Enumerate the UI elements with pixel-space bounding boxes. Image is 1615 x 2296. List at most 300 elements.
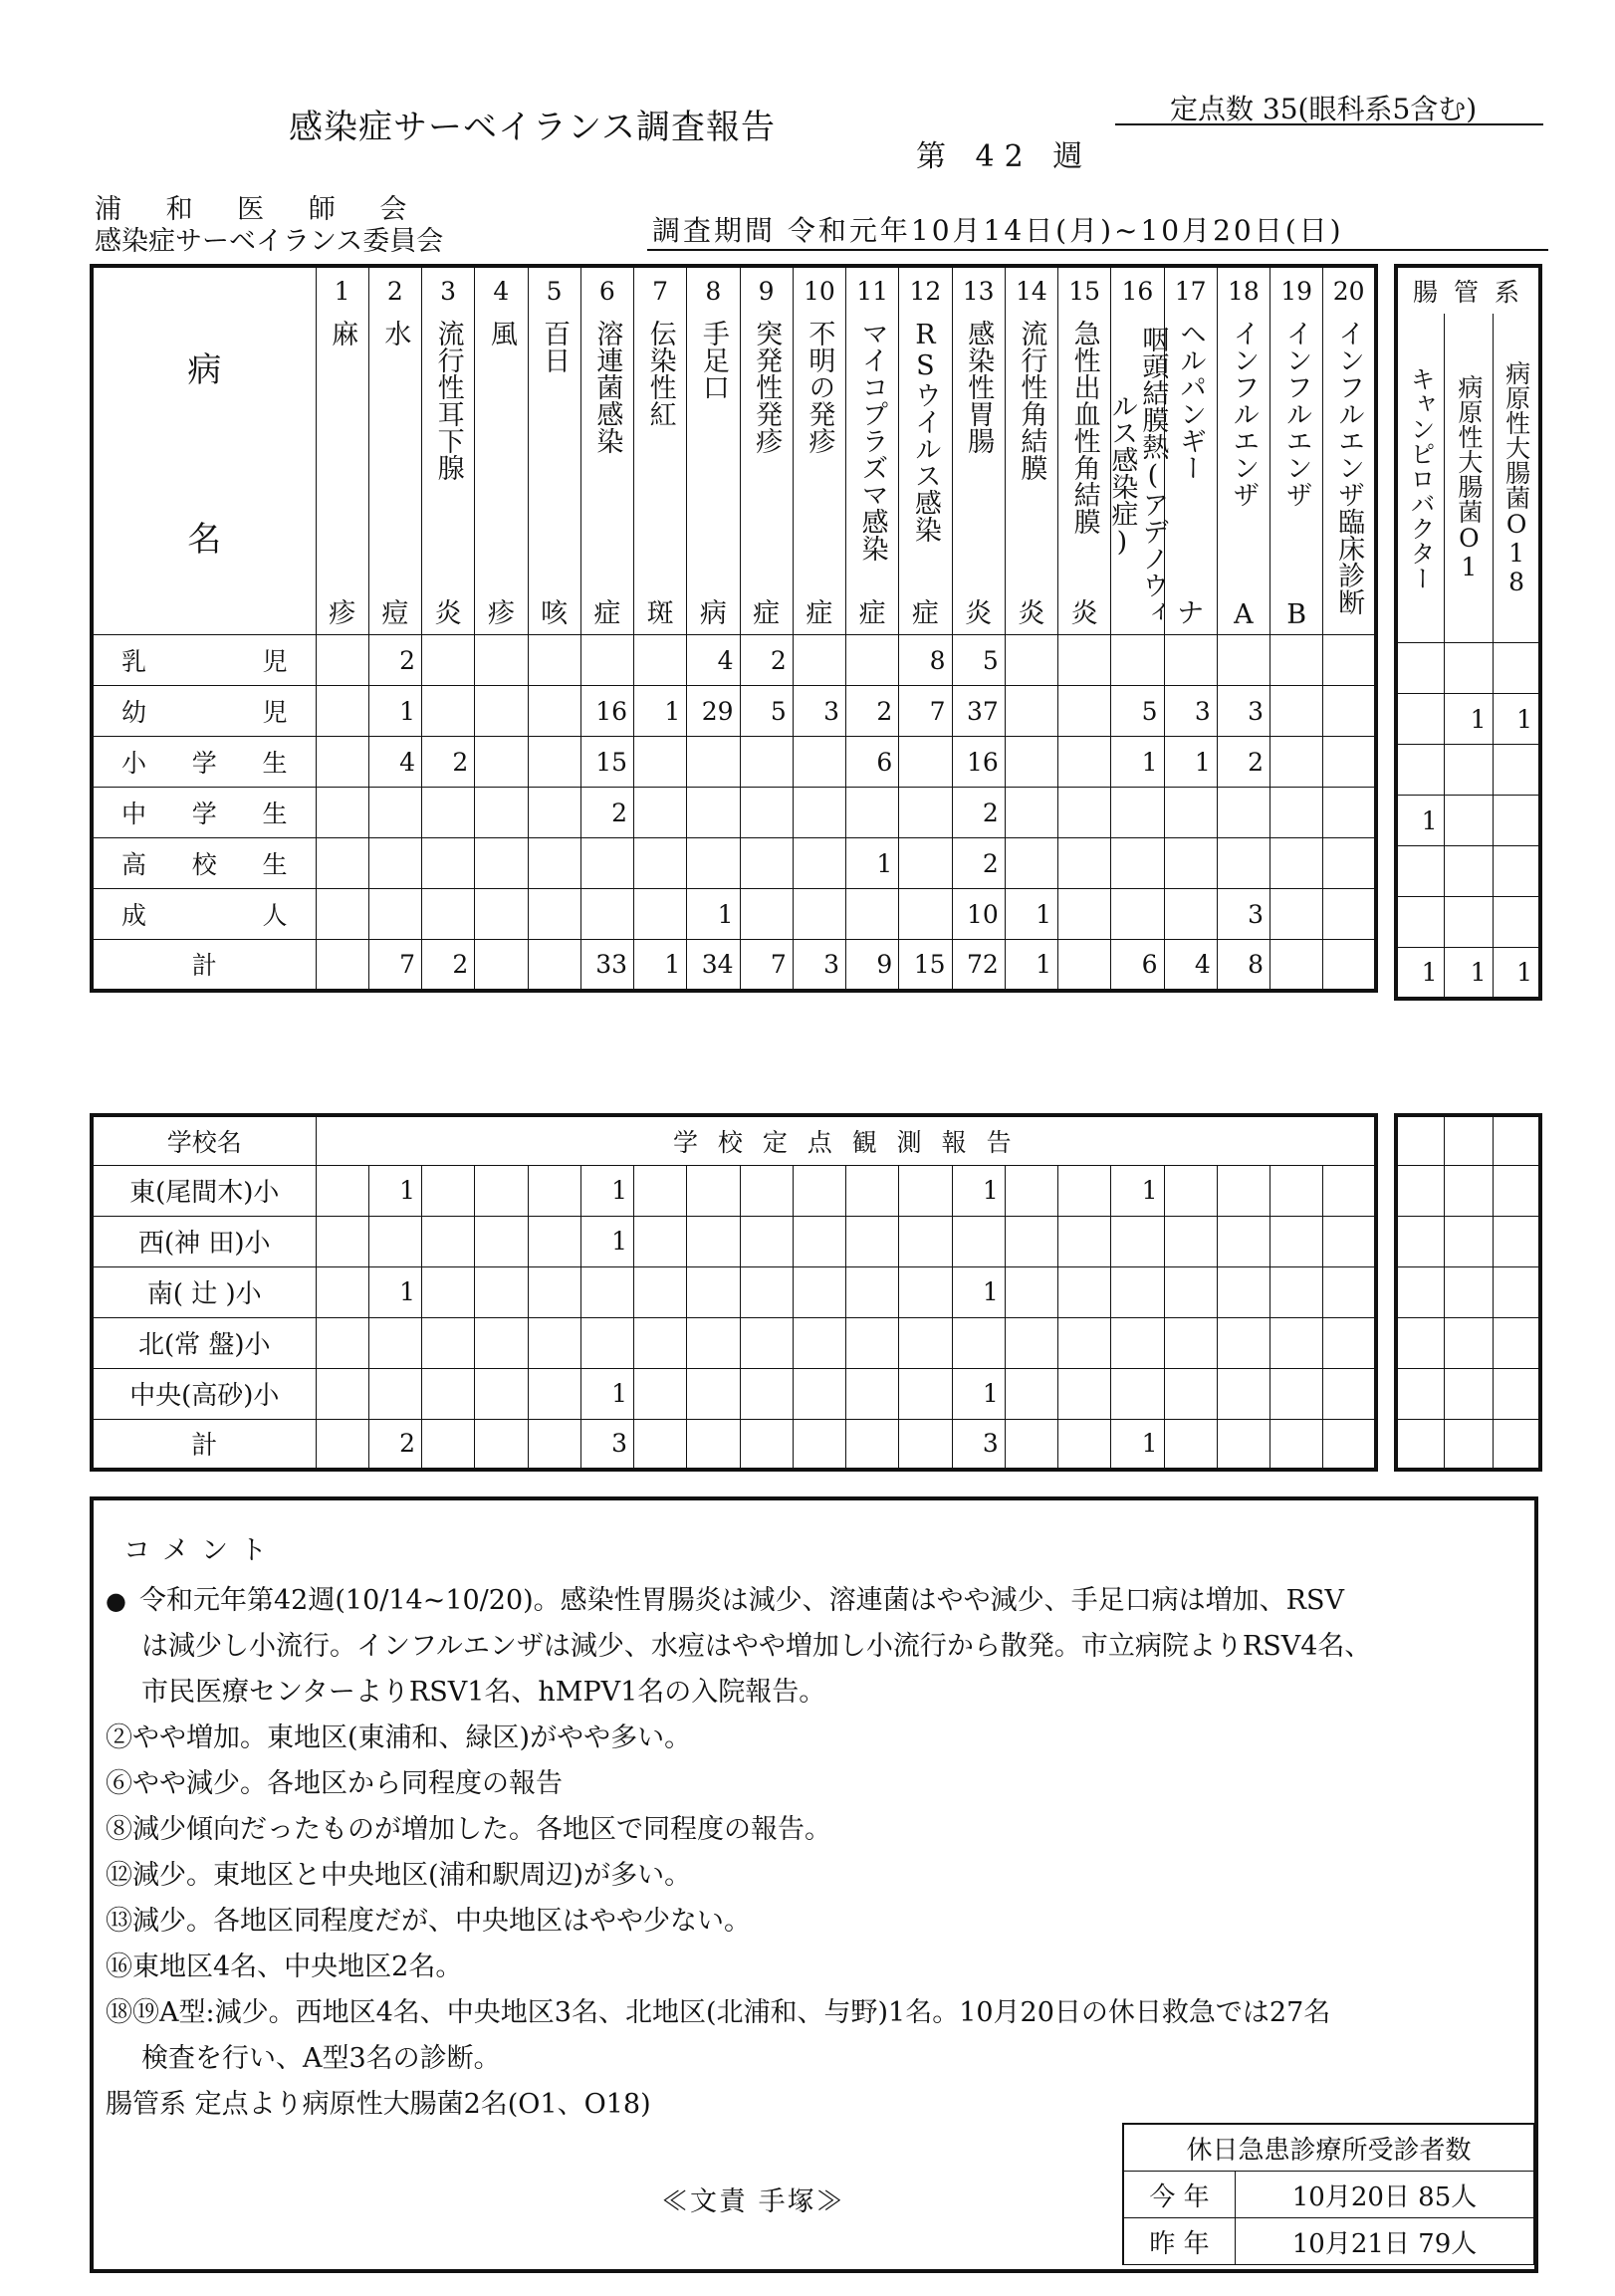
school-case-count — [1111, 1317, 1164, 1368]
case-count — [634, 788, 687, 838]
school-case-count — [634, 1216, 687, 1266]
case-count — [740, 788, 793, 838]
case-count: 2 — [368, 635, 421, 686]
disease-table — [90, 264, 1378, 993]
school-case-count — [687, 1165, 740, 1216]
school-case-count — [687, 1317, 740, 1368]
teiten-count: 定点数 35(眼科系5含む) — [1170, 93, 1478, 125]
school-gut-table — [1394, 1113, 1542, 1472]
school-case-count — [1270, 1419, 1323, 1470]
case-count — [1111, 889, 1164, 940]
school-case-count — [1111, 1266, 1164, 1317]
school-case-count — [368, 1368, 421, 1419]
disease-name-text: 伝染性紅 — [644, 320, 676, 427]
row-label: 乳 児 — [92, 635, 316, 686]
disease-name — [1058, 314, 1111, 635]
comment-box — [90, 1496, 1538, 2273]
comment-line — [106, 1807, 1529, 1853]
disease-name-text: 感染性胃腸 — [963, 320, 995, 454]
disease-name-suffix: 炎 — [1070, 598, 1098, 629]
school-case-count — [1323, 1216, 1376, 1266]
disease-name-text: 水 — [379, 320, 411, 346]
gut-header: 腸 管 系 — [1396, 266, 1540, 314]
school-case-count — [422, 1165, 475, 1216]
school-case-count — [634, 1368, 687, 1419]
table-row — [92, 1216, 1376, 1266]
school-case-count — [1164, 1419, 1217, 1470]
case-count — [368, 889, 421, 940]
case-count — [846, 635, 899, 686]
school-case-count — [580, 1266, 633, 1317]
school-case-count: 3 — [580, 1419, 633, 1470]
case-count: 2 — [422, 737, 475, 788]
case-count — [634, 889, 687, 940]
case-count — [1270, 940, 1323, 991]
school-case-count — [475, 1266, 528, 1317]
school-case-count: 1 — [368, 1266, 421, 1317]
school-case-count — [740, 1317, 793, 1368]
school-table-title: 学 校 定 点 観 測 報 告 — [316, 1115, 1376, 1165]
disease-name — [952, 314, 1005, 635]
blank-cell — [1396, 1266, 1444, 1317]
school-case-count — [368, 1317, 421, 1368]
case-count — [422, 686, 475, 737]
school-case-count — [1217, 1165, 1269, 1216]
table-row — [1396, 948, 1540, 999]
school-case-count: 1 — [1111, 1165, 1164, 1216]
case-count: 2 — [1217, 737, 1269, 788]
disease-name-suffix: B — [1286, 599, 1307, 630]
disease-name-text: 麻 — [327, 320, 358, 346]
school-case-count — [1164, 1216, 1217, 1266]
school-case-count — [475, 1419, 528, 1470]
case-count: 8 — [1217, 940, 1269, 991]
survey-period: 調査期間 令和元年10月14日(月)~10月20日(日) — [652, 214, 1344, 247]
table-row — [1396, 1368, 1540, 1419]
case-count: 72 — [952, 940, 1005, 991]
case-count — [846, 788, 899, 838]
case-count — [316, 686, 368, 737]
case-count — [1270, 889, 1323, 940]
disease-number: 18 — [1217, 266, 1269, 314]
case-count — [899, 737, 952, 788]
case-count — [634, 838, 687, 889]
school-case-count — [1005, 1419, 1057, 1470]
case-count — [316, 635, 368, 686]
blank-cell — [1493, 1419, 1540, 1470]
blank-cell — [1396, 1317, 1444, 1368]
case-count: 6 — [846, 737, 899, 788]
school-case-count — [634, 1419, 687, 1470]
school-case-count — [846, 1266, 899, 1317]
case-count — [1111, 635, 1164, 686]
case-count — [1323, 737, 1376, 788]
school-case-count — [1323, 1266, 1376, 1317]
school-case-count — [846, 1216, 899, 1266]
disease-name — [1323, 314, 1376, 635]
comment-lines — [106, 1578, 1529, 2128]
case-count — [899, 838, 952, 889]
disease-number: 9 — [740, 266, 793, 314]
comment-text: 検査を行い、A型3名の診断。 — [141, 2043, 501, 2074]
case-count — [1058, 686, 1111, 737]
table-row — [92, 1368, 1376, 1419]
case-count — [316, 889, 368, 940]
gut-case-count: 1 — [1396, 796, 1444, 846]
disease-name-suffix: 症 — [806, 598, 833, 629]
case-count: 3 — [793, 940, 845, 991]
disease-name-text: RSウイルス感染 — [909, 320, 941, 543]
disease-name-suffix: 咳 — [541, 598, 569, 629]
case-count — [793, 889, 845, 940]
case-count — [1005, 838, 1057, 889]
school-case-count — [1270, 1216, 1323, 1266]
table-row — [1396, 1216, 1540, 1266]
disease-name-text: 流行性耳下腺 — [432, 320, 464, 481]
case-count — [1005, 635, 1057, 686]
school-case-count — [528, 1368, 580, 1419]
comment-title: コメント — [123, 1535, 279, 1566]
school-case-count — [687, 1216, 740, 1266]
case-count: 9 — [846, 940, 899, 991]
case-count — [528, 940, 580, 991]
school-case-count — [899, 1419, 952, 1470]
disease-name-suffix: 症 — [858, 598, 886, 629]
table-row — [92, 889, 1376, 940]
gut-disease-text: キャンピロバクター — [1407, 365, 1437, 590]
blank-cell — [1493, 1266, 1540, 1317]
school-case-count — [422, 1216, 475, 1266]
disease-number: 11 — [846, 266, 899, 314]
case-count — [422, 635, 475, 686]
table-row — [1396, 1115, 1540, 1165]
table-row — [92, 737, 1376, 788]
author-credit: ≪文責 手塚≫ — [661, 2186, 845, 2217]
school-case-count — [634, 1266, 687, 1317]
case-count — [687, 788, 740, 838]
blank-cell — [1493, 1368, 1540, 1419]
table-row — [92, 1266, 1376, 1317]
case-count — [1111, 788, 1164, 838]
case-count — [475, 737, 528, 788]
case-count — [1270, 686, 1323, 737]
blank-cell — [1396, 1165, 1444, 1216]
disease-number: 19 — [1270, 266, 1323, 314]
school-case-count — [687, 1266, 740, 1317]
school-case-count — [1164, 1266, 1217, 1317]
case-count — [316, 737, 368, 788]
school-case-count — [1217, 1266, 1269, 1317]
school-name: 東(尾間木)小 — [92, 1165, 316, 1216]
blank-cell — [1396, 1115, 1444, 1165]
disease-number: 10 — [793, 266, 845, 314]
school-name: 中央(高砂)小 — [92, 1368, 316, 1419]
org-name: 浦 和 医 師 会 — [95, 194, 425, 225]
case-count — [899, 788, 952, 838]
case-count — [528, 686, 580, 737]
school-name: 北(常 盤)小 — [92, 1317, 316, 1368]
case-count — [1164, 889, 1217, 940]
disease-number: 13 — [952, 266, 1005, 314]
blank-cell — [1493, 1216, 1540, 1266]
school-case-count — [793, 1419, 845, 1470]
school-case-count: 1 — [580, 1165, 633, 1216]
case-count — [368, 788, 421, 838]
school-case-count — [740, 1419, 793, 1470]
gut-case-count: 1 — [1444, 694, 1493, 745]
school-case-count — [1005, 1368, 1057, 1419]
school-case-count — [316, 1165, 368, 1216]
disease-name-text: マイコプラズマ感染 — [856, 320, 888, 562]
case-count — [740, 838, 793, 889]
disease-name-suffix: 炎 — [965, 598, 993, 629]
case-count — [793, 635, 845, 686]
table-row — [92, 838, 1376, 889]
blank-cell — [1444, 1266, 1493, 1317]
case-count — [1323, 635, 1376, 686]
school-case-count — [1323, 1317, 1376, 1368]
holiday-title: 休日急患診療所受診者数 — [1123, 2124, 1534, 2172]
case-count: 2 — [740, 635, 793, 686]
school-case-count — [793, 1216, 845, 1266]
school-case-count — [422, 1368, 475, 1419]
school-case-count: 1 — [952, 1368, 1005, 1419]
case-count — [528, 788, 580, 838]
school-case-count — [634, 1165, 687, 1216]
case-count: 33 — [580, 940, 633, 991]
school-case-count — [952, 1317, 1005, 1368]
case-count — [687, 737, 740, 788]
case-count — [1270, 737, 1323, 788]
case-count: 16 — [580, 686, 633, 737]
disease-name-suffix: 疹 — [487, 598, 515, 629]
school-case-count — [475, 1368, 528, 1419]
gut-case-count — [1396, 846, 1444, 897]
table-row — [92, 1317, 1376, 1368]
disease-number: 15 — [1058, 266, 1111, 314]
comment-line — [106, 1990, 1529, 2036]
school-case-count — [316, 1317, 368, 1368]
school-case-count — [1323, 1165, 1376, 1216]
school-case-count: 3 — [952, 1419, 1005, 1470]
case-count: 2 — [952, 838, 1005, 889]
holiday-row-value: 10月20日 85人 — [1236, 2172, 1534, 2218]
school-case-count — [1164, 1165, 1217, 1216]
disease-name-text: 風 — [485, 320, 517, 346]
row-label: 中 学 生 — [92, 788, 316, 838]
case-count: 4 — [687, 635, 740, 686]
case-count — [1005, 737, 1057, 788]
disease-name-suffix: 疹 — [329, 598, 356, 629]
case-count — [793, 737, 845, 788]
disease-name-suffix: 病 — [699, 598, 727, 629]
case-count — [1270, 635, 1323, 686]
gut-case-count — [1396, 745, 1444, 796]
school-case-count — [899, 1317, 952, 1368]
school-case-count — [528, 1266, 580, 1317]
holiday-row-label: 昨 年 — [1123, 2218, 1236, 2265]
comment-line — [106, 1899, 1529, 1945]
disease-number: 8 — [687, 266, 740, 314]
case-count — [475, 940, 528, 991]
row-label: 小 学 生 — [92, 737, 316, 788]
row-label: 計 — [92, 940, 316, 991]
gut-case-count: 1 — [1493, 694, 1540, 745]
disease-name — [1106, 314, 1169, 635]
table-row — [92, 686, 1376, 737]
table-row — [1396, 846, 1540, 897]
school-case-count — [899, 1165, 952, 1216]
school-case-count — [528, 1216, 580, 1266]
case-count — [899, 889, 952, 940]
row-label: 幼 児 — [92, 686, 316, 737]
school-case-count: 1 — [952, 1165, 1005, 1216]
case-count — [1111, 838, 1164, 889]
case-count: 3 — [1217, 889, 1269, 940]
school-case-count — [1058, 1165, 1111, 1216]
blank-cell — [1444, 1216, 1493, 1266]
gut-case-count: 1 — [1444, 948, 1493, 999]
blank-cell — [1444, 1115, 1493, 1165]
school-case-count — [952, 1216, 1005, 1266]
holiday-clinic-table — [1122, 2123, 1534, 2265]
teiten-underline — [1115, 123, 1543, 125]
table-row — [92, 1419, 1376, 1470]
case-count — [1323, 889, 1376, 940]
comment-text: ⑯東地区4名、中央地区2名。 — [106, 1952, 463, 1982]
case-count — [528, 889, 580, 940]
case-count: 5 — [740, 686, 793, 737]
school-case-count — [1111, 1216, 1164, 1266]
blank-cell — [1396, 1216, 1444, 1266]
school-case-count — [1270, 1165, 1323, 1216]
case-count: 37 — [952, 686, 1005, 737]
school-case-count — [846, 1317, 899, 1368]
school-case-count — [475, 1165, 528, 1216]
disease-name — [687, 314, 740, 635]
school-name-header: 学校名 — [92, 1115, 316, 1165]
school-case-count — [1005, 1216, 1057, 1266]
case-count: 1 — [1005, 940, 1057, 991]
school-case-count: 1 — [580, 1216, 633, 1266]
disease-name-text: 百日 — [539, 320, 571, 373]
case-count: 1 — [1005, 889, 1057, 940]
case-count — [1005, 686, 1057, 737]
comment-text: ⑬減少。各地区同程度だが、中央地区はやや少ない。 — [106, 1906, 751, 1937]
school-case-count — [1058, 1266, 1111, 1317]
school-case-count — [846, 1368, 899, 1419]
case-count — [528, 635, 580, 686]
disease-name-suffix: 炎 — [1018, 598, 1045, 629]
school-case-count — [316, 1368, 368, 1419]
school-case-count — [846, 1165, 899, 1216]
school-case-count — [687, 1419, 740, 1470]
school-case-count — [1005, 1266, 1057, 1317]
school-case-count — [1217, 1317, 1269, 1368]
table-row — [92, 788, 1376, 838]
disease-name-text: 手足口 — [697, 320, 729, 400]
case-count — [1058, 889, 1111, 940]
org-committee: 感染症サーベイランス委員会 — [95, 226, 444, 257]
school-case-count — [846, 1419, 899, 1470]
comment-text: 市民医療センターよりRSV1名、hMPV1名の入院報告。 — [141, 1677, 826, 1708]
school-case-count — [368, 1216, 421, 1266]
gut-case-count — [1493, 796, 1540, 846]
disease-name-header — [92, 266, 316, 635]
period-underline — [647, 249, 1548, 251]
gut-case-count: 1 — [1493, 948, 1540, 999]
gut-table — [1394, 264, 1542, 1001]
case-count — [1270, 788, 1323, 838]
gut-case-count — [1493, 897, 1540, 948]
disease-name — [634, 314, 687, 635]
case-count — [580, 838, 633, 889]
gut-case-count — [1444, 897, 1493, 948]
school-case-count — [1058, 1317, 1111, 1368]
case-count — [1164, 635, 1217, 686]
case-count: 7 — [899, 686, 952, 737]
disease-number: 5 — [528, 266, 580, 314]
case-count — [475, 889, 528, 940]
table-row — [1396, 796, 1540, 846]
case-count — [475, 838, 528, 889]
case-count — [422, 889, 475, 940]
row-label: 成 人 — [92, 889, 316, 940]
case-count — [634, 737, 687, 788]
case-count: 10 — [952, 889, 1005, 940]
case-count: 29 — [687, 686, 740, 737]
case-count — [528, 737, 580, 788]
case-count: 15 — [580, 737, 633, 788]
gut-case-count — [1493, 745, 1540, 796]
school-case-count — [740, 1216, 793, 1266]
disease-name-text: 急性出血性角結膜 — [1068, 320, 1100, 535]
comment-text: ②やや増加。東地区(東浦和、緑区)がやや多い。 — [106, 1722, 692, 1753]
school-case-count — [422, 1266, 475, 1317]
school-case-count — [528, 1165, 580, 1216]
comment-line — [106, 1578, 1529, 1624]
school-case-count — [1217, 1368, 1269, 1419]
comment-line — [106, 1716, 1529, 1761]
case-count — [740, 889, 793, 940]
gut-case-count — [1444, 796, 1493, 846]
school-case-count — [422, 1419, 475, 1470]
case-count — [1058, 635, 1111, 686]
blank-cell — [1493, 1317, 1540, 1368]
disease-name — [1270, 314, 1323, 635]
case-count: 1 — [1164, 737, 1217, 788]
blank-cell — [1493, 1115, 1540, 1165]
case-count — [528, 838, 580, 889]
case-count — [1323, 838, 1376, 889]
case-count — [1058, 737, 1111, 788]
case-count — [1058, 838, 1111, 889]
school-case-count — [316, 1419, 368, 1470]
school-case-count — [740, 1266, 793, 1317]
school-case-count — [740, 1165, 793, 1216]
case-count: 8 — [899, 635, 952, 686]
case-count — [1164, 838, 1217, 889]
school-case-count: 1 — [1111, 1419, 1164, 1470]
school-case-count — [422, 1317, 475, 1368]
comment-text: は減少し小流行。インフルエンザは減少、水痘はやや増加し小流行から散発。市立病院よりRSV4名、 — [141, 1631, 1372, 1662]
school-case-count — [1111, 1368, 1164, 1419]
school-case-count — [1058, 1419, 1111, 1470]
disease-name-suffix: 炎 — [434, 598, 462, 629]
school-case-count — [687, 1368, 740, 1419]
header-label-mei: 名 — [187, 519, 222, 560]
case-count: 5 — [1111, 686, 1164, 737]
